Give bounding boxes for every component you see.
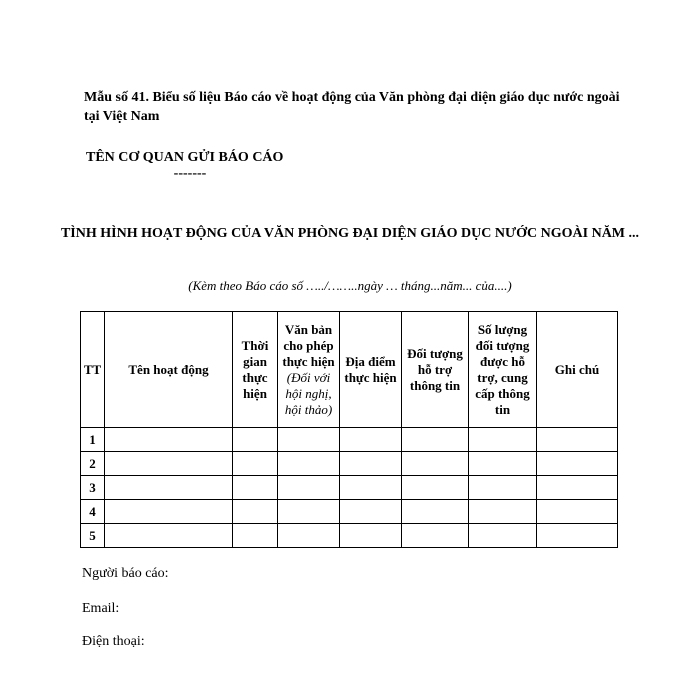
cell-target [402,452,469,476]
cell-count [469,476,537,500]
row-number: 1 [81,428,105,452]
header-count: Số lượng đối tượng được hỗ trợ, cung cấp thông tin [469,312,537,428]
cell-activity-name [105,500,233,524]
row-number: 4 [81,500,105,524]
cell-activity-name [105,476,233,500]
header-permit-note: (Đối với hội nghị, hội thảo) [284,369,333,417]
table-row [81,452,618,476]
cell-target [402,428,469,452]
cell-activity-name [105,524,233,548]
cell-duration [233,524,278,548]
header-permit-main: Văn bản cho phép thực hiện [282,321,335,369]
cell-permit [278,524,340,548]
header-permit [278,312,340,428]
header-tt: TT [81,312,105,428]
agency-title: TÊN CƠ QUAN GỬI BÁO CÁO [86,150,284,165]
header-target: Đối tượng hỗ trợ thông tin [402,312,469,428]
agency-divider: ------- [173,166,207,181]
email-label: Email: [82,601,120,616]
cell-location [340,452,402,476]
cell-target [402,500,469,524]
cell-count [469,428,537,452]
cell-location [340,476,402,500]
reporter-label: Người báo cáo: [82,566,169,581]
row-number: 2 [81,452,105,476]
cell-notes [537,452,618,476]
header-activity-name: Tên hoạt động [105,312,233,428]
cell-notes [537,476,618,500]
attachment-note: (Kèm theo Báo cáo số …../……..ngày … tháng...năm... của....) [188,278,512,293]
table-row [81,428,618,452]
cell-location [340,428,402,452]
table-row [81,500,618,524]
header-duration: Thời gian thực hiện [233,312,278,428]
table-row [81,524,618,548]
form-heading: Mẫu số 41. Biểu số liệu Báo cáo về hoạt động của Văn phòng đại diện giáo dục nước ngoài tại Việt Nam [84,90,620,124]
cell-permit [278,428,340,452]
phone-label: Điện thoại: [82,634,145,649]
row-number: 5 [81,524,105,548]
cell-target [402,476,469,500]
cell-duration [233,452,278,476]
cell-permit [278,500,340,524]
cell-count [469,500,537,524]
cell-activity-name [105,428,233,452]
cell-target [402,524,469,548]
table-header-row [81,312,618,428]
cell-duration [233,500,278,524]
cell-notes [537,428,618,452]
cell-location [340,500,402,524]
cell-permit [278,476,340,500]
header-notes: Ghi chú [537,312,618,428]
header-location: Địa điểm thực hiện [340,312,402,428]
activity-report-table [80,311,618,548]
cell-duration [233,428,278,452]
cell-notes [537,500,618,524]
agency-block [86,149,326,181]
cell-location [340,524,402,548]
report-title: TÌNH HÌNH HOẠT ĐỘNG CỦA VĂN PHÒNG ĐẠI DIỆN GIÁO DỤC NƯỚC NGOÀI NĂM ... [60,226,640,241]
cell-permit [278,452,340,476]
cell-count [469,452,537,476]
cell-count [469,524,537,548]
row-number: 3 [81,476,105,500]
cell-duration [233,476,278,500]
cell-activity-name [105,452,233,476]
table-row [81,476,618,500]
cell-notes [537,524,618,548]
